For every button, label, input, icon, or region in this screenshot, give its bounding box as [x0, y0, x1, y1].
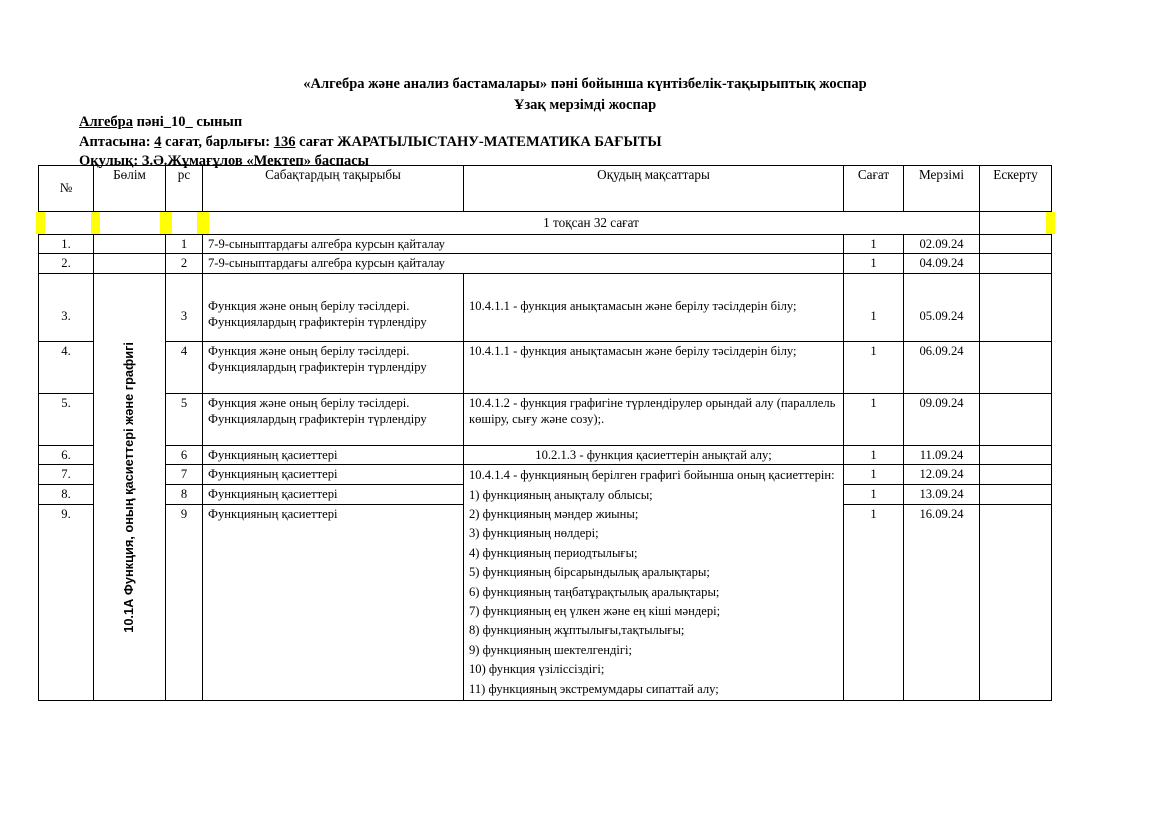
row-no: 9.: [39, 504, 94, 700]
goal-item: 1) функцияның анықталу облысы;: [469, 487, 653, 502]
table-row: [39, 235, 1052, 254]
row-note: [980, 273, 1052, 341]
row-goal: 10.4.1.1 - функция анықтамасын және берілу тәсілдерін білу;: [464, 341, 844, 393]
row-hours: 1: [844, 254, 904, 273]
row-note: [980, 341, 1052, 393]
row-rs: 9: [166, 504, 203, 700]
document-title-line-2: Ұзақ мерзімді жоспар: [513, 97, 657, 113]
header-topic: Сабақтардың тақырыбы: [203, 166, 464, 212]
row-note: [980, 393, 1052, 445]
row-topic: Функцияның қасиеттері: [203, 465, 464, 485]
table-row: [39, 254, 1052, 273]
row-no: 7.: [39, 465, 94, 485]
goal-item: 11) функцияның экстремумдары сипаттай алу;: [469, 681, 719, 696]
row-rs: 6: [166, 445, 203, 464]
row-topic: Функцияның қасиеттері: [203, 485, 464, 505]
table-header-row: [39, 166, 1052, 212]
header-date: Мерзімі: [904, 166, 980, 212]
row-date: 02.09.24: [904, 235, 980, 254]
header-hours: Сағат: [844, 166, 904, 212]
document-title-block: [0, 74, 1170, 116]
row-no: 8.: [39, 485, 94, 505]
goal-item: 7) функцияның ең үлкен және ең кіші мәндері;: [469, 604, 721, 619]
row-section-empty: [94, 254, 166, 273]
document-title-line-1: «Алгебра және анализ бастамалары» пәні бойынша күнтізбелік-тақырыптық жоспар: [303, 76, 867, 92]
section-label-text: 10.1А Функция, оның қасиеттері және графигі: [121, 341, 137, 633]
row-note: [980, 485, 1052, 505]
row-goal: 10.4.1.1 - функция анықтамасын және берілу тәсілдерін білу;: [464, 273, 844, 341]
table-row: [39, 465, 1052, 485]
row-topic: Функцияның қасиеттері: [203, 504, 464, 700]
header-note: Ескерту: [980, 166, 1052, 212]
meta-hours-line: [79, 133, 1139, 153]
section-label-cell: [94, 273, 166, 700]
quarter-spacer-note: [980, 212, 1052, 235]
meta-week-label: Аптасына:: [79, 133, 155, 150]
quarter-spacer-rs: [166, 212, 203, 235]
quarter-spacer-no: [39, 212, 94, 235]
row-rs: 1: [166, 235, 203, 254]
row-rs: 8: [166, 485, 203, 505]
row-no: 2.: [39, 254, 94, 273]
meta-total-hours: 136: [273, 133, 296, 150]
row-section-empty: [94, 235, 166, 254]
table-row: [39, 341, 1052, 393]
goal-item: 3) функцияның нөлдері;: [469, 526, 599, 541]
row-topic: 7-9-сыныптардағы алгебра курсын қайталау: [203, 254, 844, 273]
row-topic: Функция және оның берілу тәсілдері. Функциялардың графиктерін түрлендіру: [203, 341, 464, 393]
row-no: 3.: [39, 273, 94, 341]
meta-week-hours: 4: [154, 133, 162, 150]
merged-goal-list: [469, 486, 840, 699]
row-date: 13.09.24: [904, 485, 980, 505]
row-hours: 1: [844, 273, 904, 341]
row-rs: 4: [166, 341, 203, 393]
goal-item: 9) функцияның шектелгендігі;: [469, 642, 633, 657]
row-note: [980, 445, 1052, 464]
row-no: 6.: [39, 445, 94, 464]
row-rs: 2: [166, 254, 203, 273]
row-hours: 1: [844, 504, 904, 700]
table-row: [39, 393, 1052, 445]
row-no: 1.: [39, 235, 94, 254]
row-no: 5.: [39, 393, 94, 445]
meta-subject-line: [79, 113, 1139, 133]
goal-item: 2) функцияның мәндер жиыны;: [469, 507, 639, 522]
row-hours: 1: [844, 445, 904, 464]
row-no: 4.: [39, 341, 94, 393]
meta-direction: сағат ЖАРАТЫЛЫСТАНУ-МАТЕМАТИКА БАҒЫТЫ: [295, 133, 662, 150]
row-note: [980, 504, 1052, 700]
goal-item: 8) функцияның жұптылығы,тақтылығы;: [469, 623, 685, 638]
row-date: 04.09.24: [904, 254, 980, 273]
table-row: [39, 273, 1052, 341]
row-rs: 5: [166, 393, 203, 445]
row-goal: 10.4.1.2 - функция графигіне түрлендірулер орындай алу (параллель көшіру, сығу және созу);.: [464, 393, 844, 445]
merged-goal-cell: [464, 465, 844, 701]
row-note: [980, 235, 1052, 254]
goal-item: 5) функцияның бірсарындылық аралықтары;: [469, 565, 710, 580]
row-hours: 1: [844, 465, 904, 485]
row-date: 12.09.24: [904, 465, 980, 485]
row-hours: 1: [844, 485, 904, 505]
row-topic: Функция және оның берілу тәсілдері. Функциялардың графиктерін түрлендіру: [203, 393, 464, 445]
row-date: 09.09.24: [904, 393, 980, 445]
goal-item: 10) функция үзіліссіздігі;: [469, 662, 605, 677]
table-header: [39, 166, 1052, 212]
document-meta-block: [79, 113, 1139, 172]
quarter-spacer-section: [94, 212, 166, 235]
meta-hours-mid: сағат, барлығы:: [161, 133, 274, 150]
row-goal: 10.2.1.3 - функция қасиеттерін анықтай алу;: [464, 445, 844, 464]
header-goals: Оқудың мақсаттары: [464, 166, 844, 212]
row-date: 05.09.24: [904, 273, 980, 341]
row-hours: 1: [844, 341, 904, 393]
header-rs: рс: [166, 166, 203, 212]
merged-goal-head: 10.4.1.4 - функцияның берілген графигі бойынша оның қасиеттерін:: [469, 468, 835, 483]
header-no: №: [39, 166, 94, 212]
calendar-thematic-plan-table: [38, 165, 1052, 701]
row-date: 06.09.24: [904, 341, 980, 393]
section-label-rotator: [94, 274, 165, 700]
table-body: [39, 212, 1052, 701]
goal-item: 4) функцияның периодтылығы;: [469, 545, 638, 560]
row-rs: 7: [166, 465, 203, 485]
meta-textbook-line: Оқулық: З.Ә.Жұмағұлов «Мектеп» баспасы: [79, 153, 369, 169]
row-rs: 3: [166, 273, 203, 341]
quarter-banner-label: 1 тоқсан 32 сағат: [203, 212, 980, 235]
meta-subject-grade: пәні_10_ сынып: [133, 114, 243, 130]
row-date: 16.09.24: [904, 504, 980, 700]
row-date: 11.09.24: [904, 445, 980, 464]
row-note: [980, 254, 1052, 273]
row-hours: 1: [844, 393, 904, 445]
row-topic: 7-9-сыныптардағы алгебра курсын қайталау: [203, 235, 844, 254]
row-note: [980, 465, 1052, 485]
quarter-banner-row: [39, 212, 1052, 235]
row-hours: 1: [844, 235, 904, 254]
table-row: [39, 445, 1052, 464]
row-topic: Функцияның қасиеттері: [203, 445, 464, 464]
meta-subject-name: Алгебра: [79, 114, 133, 130]
row-topic: Функция және оның берілу тәсілдері. Функциялардың графиктерін түрлендіру: [203, 273, 464, 341]
header-section: Бөлім: [94, 166, 166, 212]
goal-item: 6) функцияның таңбатұрақтылық аралықтары;: [469, 584, 720, 599]
